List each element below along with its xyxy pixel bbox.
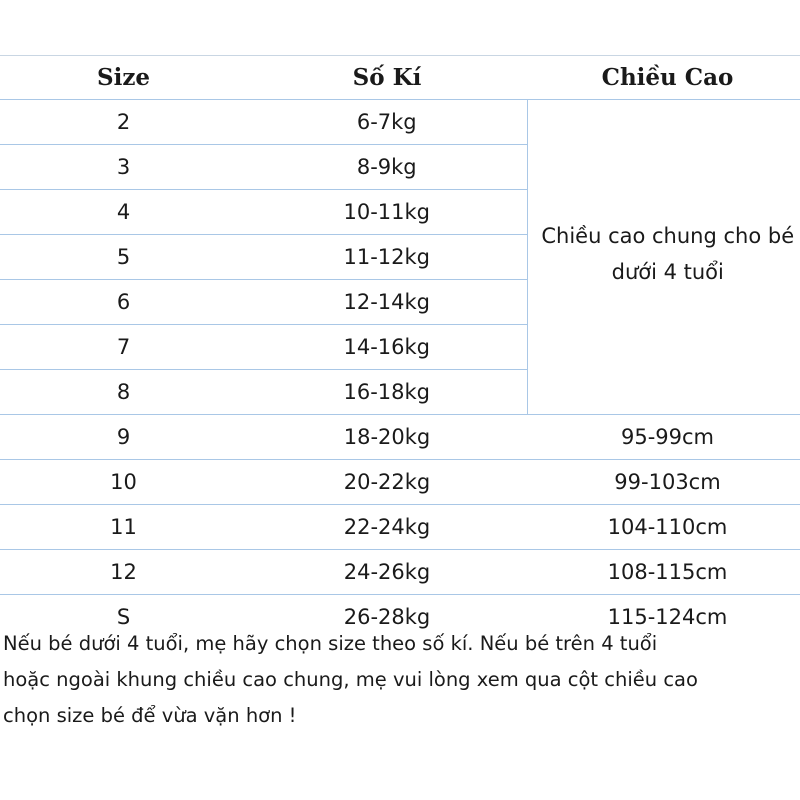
note-line-1: Nếu bé dưới 4 tuổi, mẹ hãy chọn size theo số kí. Nếu bé trên 4 tuổi: [3, 632, 658, 655]
size-cell: 3: [0, 145, 247, 190]
weight-cell: 18-20kg: [247, 415, 527, 460]
size-cell: 4: [0, 190, 247, 235]
size-cell: 9: [0, 415, 247, 460]
height-cell: 99-103cm: [527, 460, 800, 505]
merged-height-line-2: dưới 4 tuổi: [611, 260, 724, 284]
size-cell: 2: [0, 100, 247, 145]
size-cell: 8: [0, 370, 247, 415]
table-row: [0, 100, 800, 145]
weight-cell: 22-24kg: [247, 505, 527, 550]
merged-height-line-1: Chiều cao chung cho bé: [541, 224, 795, 248]
height-cell: 115-124cm: [607, 605, 728, 629]
table-row: [0, 415, 800, 460]
weight-cell: 26-28kg: [343, 605, 431, 629]
height-cell: 104-110cm: [527, 505, 800, 550]
merged-height-cell: [527, 100, 800, 415]
weight-cell: 16-18kg: [247, 370, 527, 415]
height-cell: 95-99cm: [527, 415, 800, 460]
size-cell: S: [116, 605, 131, 629]
size-cell: 11: [0, 505, 247, 550]
size-table: [0, 55, 800, 639]
size-cell: 6: [0, 280, 247, 325]
weight-cell: 8-9kg: [247, 145, 527, 190]
size-cell: 10: [0, 460, 247, 505]
header-size: Size: [0, 55, 247, 100]
header-height: Chiều Cao: [527, 55, 800, 100]
weight-cell: 11-12kg: [247, 235, 527, 280]
header-weight: Số Kí: [247, 55, 527, 100]
size-cell: 12: [0, 550, 247, 595]
size-cell: 7: [0, 325, 247, 370]
size-advice-note: [3, 626, 800, 734]
note-line-3: chọn size bé để vừa vặn hơn !: [3, 704, 297, 727]
note-line-2: hoặc ngoài khung chiều cao chung, mẹ vui lòng xem qua cột chiều cao: [3, 668, 698, 691]
weight-cell: 20-22kg: [247, 460, 527, 505]
weight-cell: 12-14kg: [247, 280, 527, 325]
weight-cell: 24-26kg: [247, 550, 527, 595]
weight-cell: 6-7kg: [247, 100, 527, 145]
table-row: [0, 550, 800, 595]
height-cell: 108-115cm: [527, 550, 800, 595]
table-row: [0, 460, 800, 505]
size-cell: 5: [0, 235, 247, 280]
weight-cell: 10-11kg: [247, 190, 527, 235]
weight-cell: 14-16kg: [247, 325, 527, 370]
table-header-row: [0, 55, 800, 100]
table-row: [0, 505, 800, 550]
